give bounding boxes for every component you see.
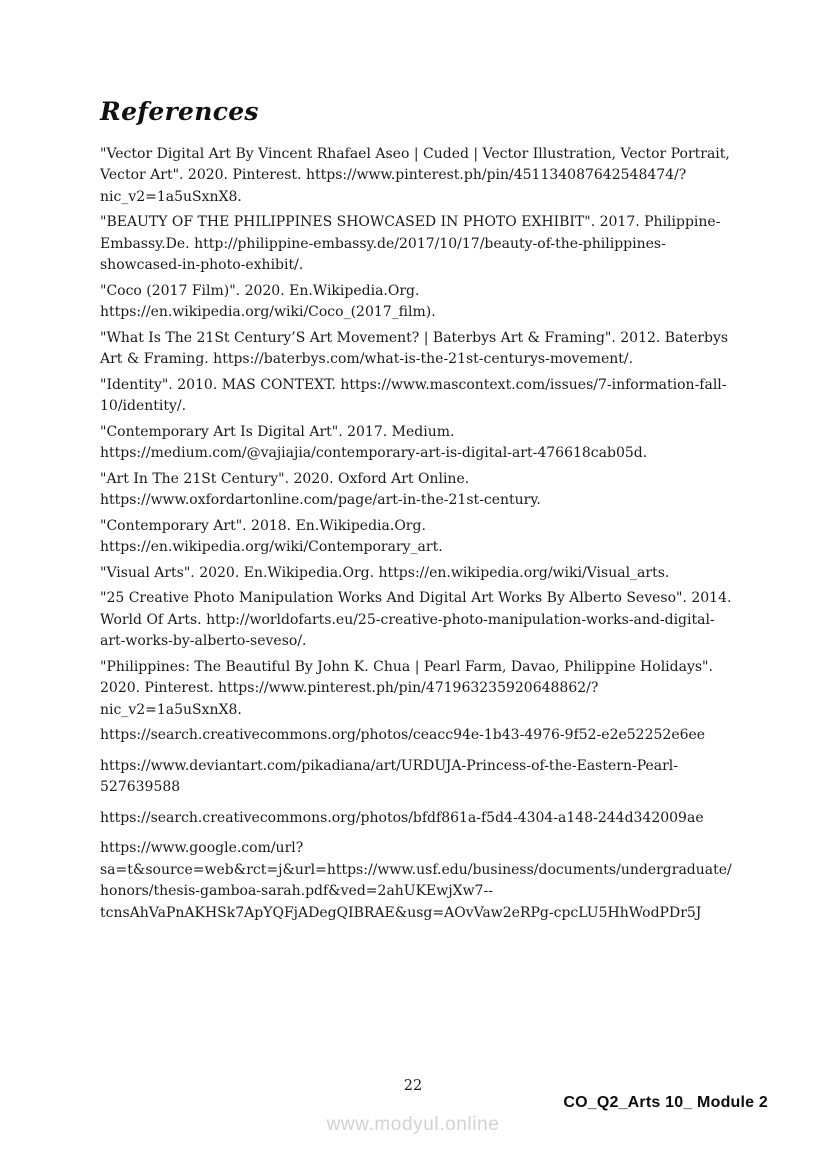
reference-entry: "What Is The 21St Century’S Art Movement? | Baterbys Art & Framing". 2012. Baterbys Art & Framing. https://baterbys.com/what-is-the-21st-centurys-movement/. [100,329,729,368]
reference-entry: "Vector Digital Art By Vincent Rhafael Aseo | Cuded | Vector Illustration, Vector Portrait, Vector Art". 2020. Pinterest. https://www.pinterest.ph/pin/451134087642548474/?nic_v2=1a5uSxnX8. [100,145,730,205]
references-section [100,98,736,928]
reference-entry: "Contemporary Art Is Digital Art". 2017. Medium. https://medium.com/@vajiajia/contemporary-art-is-digital-art-476618cab05d. [100,423,648,462]
reference-entry: https://search.creativecommons.org/photos/bfdf861a-f5d4-4304-a148-244d342009ae [100,809,704,826]
reference-entry: "Contemporary Art". 2018. En.Wikipedia.Org. https://en.wikipedia.org/wiki/Contemporary_art. [100,517,443,556]
page-title: References [100,97,259,126]
reference-entry: "25 Creative Photo Manipulation Works And Digital Art Works By Alberto Seveso". 2014. World Of Arts. http://worldofarts.eu/25-creative-photo-manipulation-works-and-digital-art-works-by-alberto-seveso/. [100,590,732,650]
reference-entry: "Philippines: The Beautiful By John K. Chua | Pearl Farm, Davao, Philippine Holidays". 2020. Pinterest. https://www.pinterest.ph/pin/471963235920648862/?nic_v2=1a5uSxnX8. [100,658,713,718]
reference-list [100,144,736,925]
watermark: www.modyul.online [326,1114,500,1135]
reference-entry: "Coco (2017 Film)". 2020. En.Wikipedia.Org. https://en.wikipedia.org/wiki/Coco_(2017_film). [100,282,436,321]
reference-entry: https://www.deviantart.com/pikadiana/art/URDUJA-Princess-of-the-Eastern-Pearl-527639588 [100,757,679,796]
reference-entry: https://search.creativecommons.org/photos/ceacc94e-1b43-4976-9f52-e2e52252e6ee [100,727,706,744]
reference-entry: https://www.google.com/url?sa=t&source=web&rct=j&url=https://www.usf.edu/business/documents/undergraduate/honors/thesis-gamboa-sarah.pdf&ved=2ahUKEwjXw7--tcnsAhVaPnAKHSk7ApYQFjADegQIBRAE&usg=AOvVaw2eRPg-cpcLU5HhWodPDr5J [100,840,732,921]
page-number: 22 [403,1078,423,1094]
module-label: CO_Q2_Arts 10_ Module 2 [563,1094,768,1111]
reference-entry: "Art In The 21St Century". 2020. Oxford Art Online. https://www.oxfordartonline.com/page/art-in-the-21st-century. [100,470,541,509]
reference-entry: "Visual Arts". 2020. En.Wikipedia.Org. https://en.wikipedia.org/wiki/Visual_arts. [100,564,670,581]
reference-entry: "Identity". 2010. MAS CONTEXT. https://www.mascontext.com/issues/7-information-fall-10/identity/. [100,376,727,415]
reference-entry: "BEAUTY OF THE PHILIPPINES SHOWCASED IN PHOTO EXHIBIT". 2017. Philippine-Embassy.De. http://philippine-embassy.de/2017/10/17/beauty-of-the-philippines-showcased-in-photo-exhibit/. [100,214,721,274]
